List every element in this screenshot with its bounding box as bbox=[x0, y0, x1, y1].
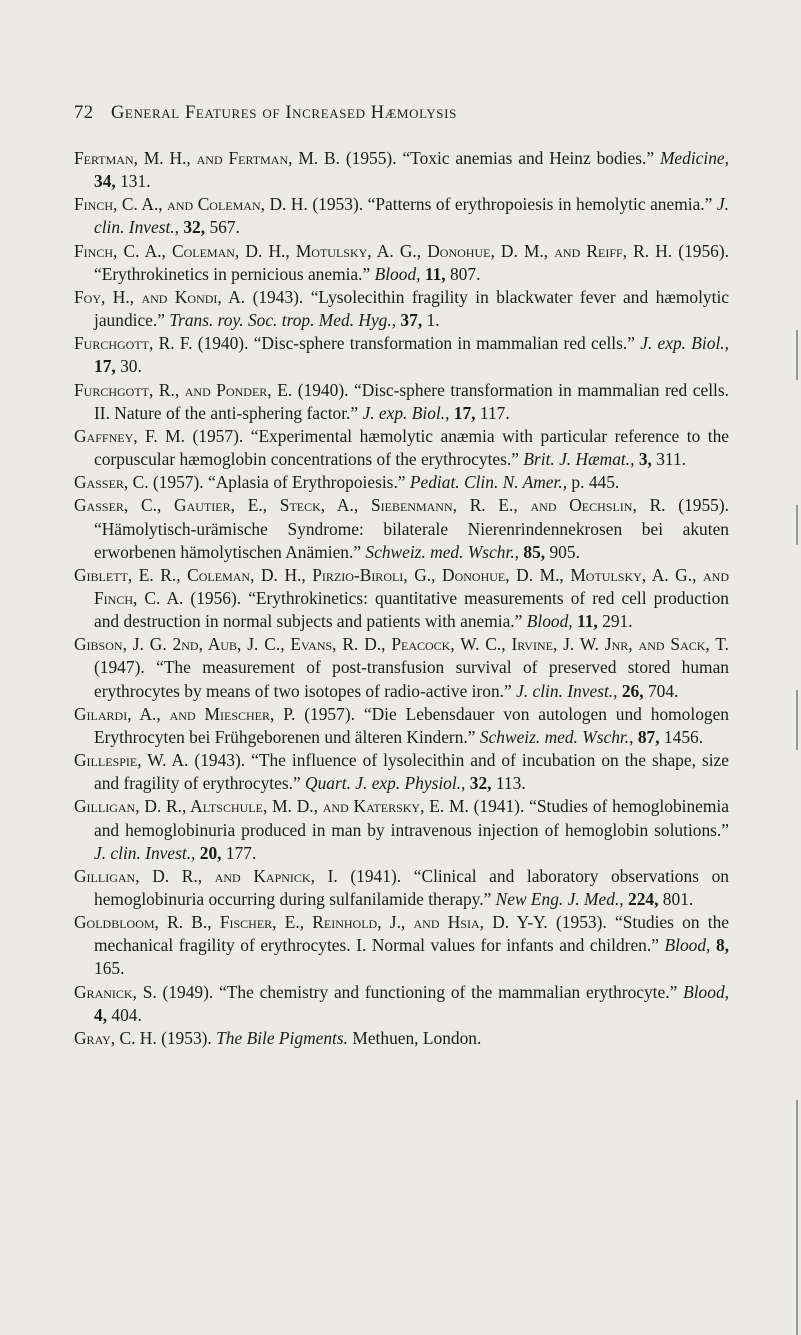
reference-volume: 26, bbox=[621, 680, 644, 701]
reference-journal: The Bile Pigments. bbox=[216, 1027, 348, 1048]
reference-year: (1953). bbox=[556, 912, 607, 933]
reference-year: (1953). bbox=[312, 194, 364, 215]
reference-entry bbox=[74, 564, 729, 633]
reference-pages: Methuen, London. bbox=[352, 1027, 482, 1048]
reference-pages: p. 445. bbox=[571, 472, 620, 493]
reference-entry bbox=[74, 193, 729, 239]
reference-journal: Quart. J. exp. Physiol., bbox=[305, 773, 466, 794]
reference-authors: Gasser, C. bbox=[74, 472, 149, 493]
reference-pages: 704. bbox=[647, 680, 679, 701]
reference-authors: Gilligan, D. R., and Kapnick, I. bbox=[74, 865, 338, 886]
reference-title: “Disc-sphere transformation in mammalian red cells. II. Nature of the anti-sphering factor.” bbox=[94, 379, 729, 423]
reference-pages: 404. bbox=[111, 1004, 142, 1025]
reference-year: (1949). bbox=[162, 981, 214, 1002]
running-header bbox=[74, 103, 761, 124]
reference-title: “Experimental hæmolytic anæmia with particular reference to the corpuscular hæmoglobin concentrations of the erythrocytes.” bbox=[94, 425, 730, 470]
reference-journal: Brit. J. Hæmat., bbox=[523, 449, 635, 470]
reference-entry bbox=[74, 147, 729, 193]
reference-entry bbox=[74, 332, 729, 378]
reference-year: (1943). bbox=[194, 750, 246, 771]
reference-year: (1947). bbox=[94, 657, 145, 678]
reference-title: “Aplasia of Erythropoiesis.” bbox=[208, 472, 406, 493]
reference-journal: Trans. roy. Soc. trop. Med. Hyg., bbox=[169, 310, 397, 331]
reference-volume: 224, bbox=[628, 889, 659, 909]
reference-pages: 165. bbox=[94, 958, 125, 979]
reference-journal: Medicine, bbox=[659, 148, 729, 168]
reference-authors: Granick, S. bbox=[74, 981, 157, 1002]
reference-title: “The measurement of post-transfusion survival of preserved stored human erythrocytes by means of two isotopes of radio-active iron.” bbox=[94, 657, 729, 701]
reference-pages: 801. bbox=[662, 889, 694, 909]
reference-year: (1955). bbox=[345, 148, 397, 168]
reference-volume: 11, bbox=[424, 263, 446, 284]
reference-year: (1943). bbox=[252, 286, 304, 307]
reference-journal: J. clin. Invest., bbox=[94, 842, 196, 863]
reference-journal: J. exp. Biol., bbox=[362, 402, 450, 423]
reference-volume: 17, bbox=[453, 402, 476, 423]
reference-journal: New Eng. J. Med., bbox=[495, 889, 624, 909]
reference-volume: 37, bbox=[400, 310, 423, 331]
reference-title: “The influence of lysolecithin and of incubation on the shape, size and fragility of erythrocytes.” bbox=[94, 750, 729, 794]
reference-volume: 4, bbox=[94, 1004, 108, 1025]
reference-journal: Blood, bbox=[374, 263, 421, 284]
reference-entry bbox=[74, 703, 729, 749]
reference-title: “Studies of hemoglobinemia and hemoglobinuria produced in man by intravenous injection of hemoglobin solutions.” bbox=[94, 796, 729, 840]
reference-volume: 11, bbox=[576, 611, 598, 632]
reference-pages: 311. bbox=[656, 449, 687, 470]
reference-entry bbox=[74, 379, 729, 425]
reference-volume: 32, bbox=[183, 217, 206, 238]
reference-authors: Finch, C. A., and Coleman, D. H. bbox=[74, 194, 308, 215]
reference-pages: 567. bbox=[209, 217, 240, 238]
reference-volume: 87, bbox=[637, 726, 660, 747]
reference-entry bbox=[74, 865, 729, 911]
reference-authors: Gilligan, D. R., Altschule, M. D., and Katersky, E. M. bbox=[74, 796, 469, 817]
reference-title: “Die Lebensdauer von autologen und homologen Erythrocyten bei Frühgeborenen und älteren Kindern.” bbox=[94, 703, 730, 747]
page-number: 72 bbox=[74, 103, 94, 123]
reference-authors: Gray, C. H. bbox=[74, 1027, 157, 1048]
reference-entry bbox=[74, 795, 729, 864]
reference-entry bbox=[74, 981, 729, 1027]
reference-volume: 34, bbox=[94, 171, 116, 192]
reference-journal: Pediat. Clin. N. Amer., bbox=[409, 472, 568, 493]
reference-entry bbox=[74, 425, 729, 471]
running-title: General Features of Increased Hæmolysis bbox=[110, 103, 457, 123]
reference-year: (1955). bbox=[678, 495, 729, 516]
reference-list bbox=[74, 147, 729, 1050]
reference-pages: 30. bbox=[120, 356, 142, 377]
reference-journal: J. clin. Invest., bbox=[516, 680, 618, 701]
reference-volume: 17, bbox=[94, 356, 116, 377]
reference-volume: 20, bbox=[199, 842, 222, 863]
reference-entry bbox=[74, 240, 729, 286]
reference-year: (1956). bbox=[190, 587, 242, 608]
reference-journal: Schweiz. med. Wschr., bbox=[479, 726, 634, 747]
reference-authors: Gilardi, A., and Miescher, P. bbox=[74, 703, 296, 724]
reference-pages: 131. bbox=[120, 171, 151, 192]
reference-year: (1957). bbox=[304, 703, 355, 724]
reference-entry bbox=[74, 494, 729, 563]
reference-year: (1940). bbox=[297, 379, 349, 400]
reference-title: “Hämolytisch-urämische Syndrome: bilaterale Nierenrindennekrosen bei akuten erworbenen hämolytischen Anämien.” bbox=[94, 518, 729, 562]
reference-title: “Lysolecithin fragility in blackwater fever and hæmolytic jaundice.” bbox=[94, 286, 729, 331]
reference-journal: Blood, bbox=[526, 611, 573, 632]
reference-volume: 32, bbox=[469, 773, 492, 794]
reference-authors: Giblett, E. R., Coleman, D. H., Pirzio-Biroli, G., Donohue, D. M., Motulsky, A. G., and Finch, C. A. bbox=[74, 564, 729, 608]
reference-year: (1957). bbox=[192, 425, 244, 446]
reference-authors: Gaffney, F. M. bbox=[74, 425, 185, 446]
reference-journal: J. clin. Invest., bbox=[94, 194, 729, 238]
reference-volume: 85, bbox=[523, 541, 546, 562]
reference-year: (1940). bbox=[197, 333, 249, 354]
reference-title: “Erythrokinetics in pernicious anemia.” bbox=[94, 263, 371, 284]
reference-year: (1957). bbox=[152, 472, 204, 493]
reference-entry bbox=[74, 911, 729, 980]
page-edge-shadow bbox=[796, 330, 798, 380]
reference-journal: Schweiz. med. Wschr., bbox=[365, 541, 520, 562]
reference-authors: Furchgott, R., and Ponder, E. bbox=[74, 379, 293, 400]
reference-title: “Disc-sphere transformation in mammalian red cells.” bbox=[253, 333, 635, 354]
reference-authors: Finch, C. A., Coleman, D. H., Motulsky, A. G., Donohue, D. M., and Reiff, R. H. bbox=[74, 240, 673, 261]
reference-journal: Blood, bbox=[683, 981, 729, 1002]
reference-authors: Gasser, C., Gautier, E., Steck, A., Siebenmann, R. E., and Oechslin, R. bbox=[74, 495, 666, 516]
reference-authors: Gibson, J. G. 2nd, Aub, J. C., Evans, R. D., Peacock, W. C., Irvine, J. W. Jnr, and Sack, T. bbox=[74, 634, 729, 655]
reference-pages: 905. bbox=[549, 541, 580, 562]
reference-authors: Fertman, M. H., and Fertman, M. B. bbox=[74, 148, 340, 168]
reference-authors: Goldbloom, R. B., Fischer, E., Reinhold, J., and Hsia, D. Y-Y. bbox=[74, 912, 548, 933]
reference-title: “Erythrokinetics: quantitative measurements of red cell production and destruction in normal subjects and patients with anemia.” bbox=[94, 587, 729, 632]
reference-year: (1956). bbox=[678, 240, 729, 261]
reference-pages: 1456. bbox=[663, 726, 704, 747]
page-edge-shadow bbox=[796, 1100, 798, 1335]
reference-title: “The chemistry and functioning of the mammalian erythrocyte.” bbox=[219, 981, 678, 1002]
reference-entry bbox=[74, 1027, 729, 1050]
page-edge-shadow bbox=[796, 690, 798, 750]
page-edge-shadow bbox=[796, 505, 798, 545]
reference-year: (1941). bbox=[350, 865, 402, 886]
reference-entry bbox=[74, 471, 729, 494]
reference-pages: 117. bbox=[479, 402, 510, 423]
reference-title: “Clinical and laboratory observations on hemoglobinuria occurring during sulfanilamide therapy.” bbox=[94, 865, 729, 909]
reference-pages: 1. bbox=[426, 310, 440, 331]
reference-pages: 113. bbox=[495, 773, 526, 794]
reference-authors: Gillespie, W. A. bbox=[74, 750, 189, 771]
reference-title: “Toxic anemias and Heinz bodies.” bbox=[402, 148, 655, 168]
reference-title: “Patterns of erythropoiesis in hemolytic anemia.” bbox=[367, 194, 713, 215]
reference-authors: Foy, H., and Kondi, A. bbox=[74, 286, 246, 307]
reference-year: (1941). bbox=[473, 796, 525, 817]
reference-authors: Furchgott, R. F. bbox=[74, 333, 193, 354]
reference-pages: 807. bbox=[449, 263, 481, 284]
reference-journal: J. exp. Biol., bbox=[640, 333, 729, 354]
reference-volume: 8, bbox=[715, 935, 729, 956]
reference-year: (1953). bbox=[161, 1027, 212, 1048]
reference-volume: 3, bbox=[638, 449, 652, 470]
reference-pages: 177. bbox=[225, 842, 257, 863]
reference-pages: 291. bbox=[602, 611, 633, 632]
reference-journal: Blood, bbox=[664, 935, 711, 956]
reference-entry bbox=[74, 749, 729, 795]
reference-entry bbox=[74, 633, 729, 702]
reference-entry bbox=[74, 286, 729, 332]
reference-title: “Studies on the mechanical fragility of erythrocytes. I. Normal values for infants and children.” bbox=[94, 912, 729, 956]
